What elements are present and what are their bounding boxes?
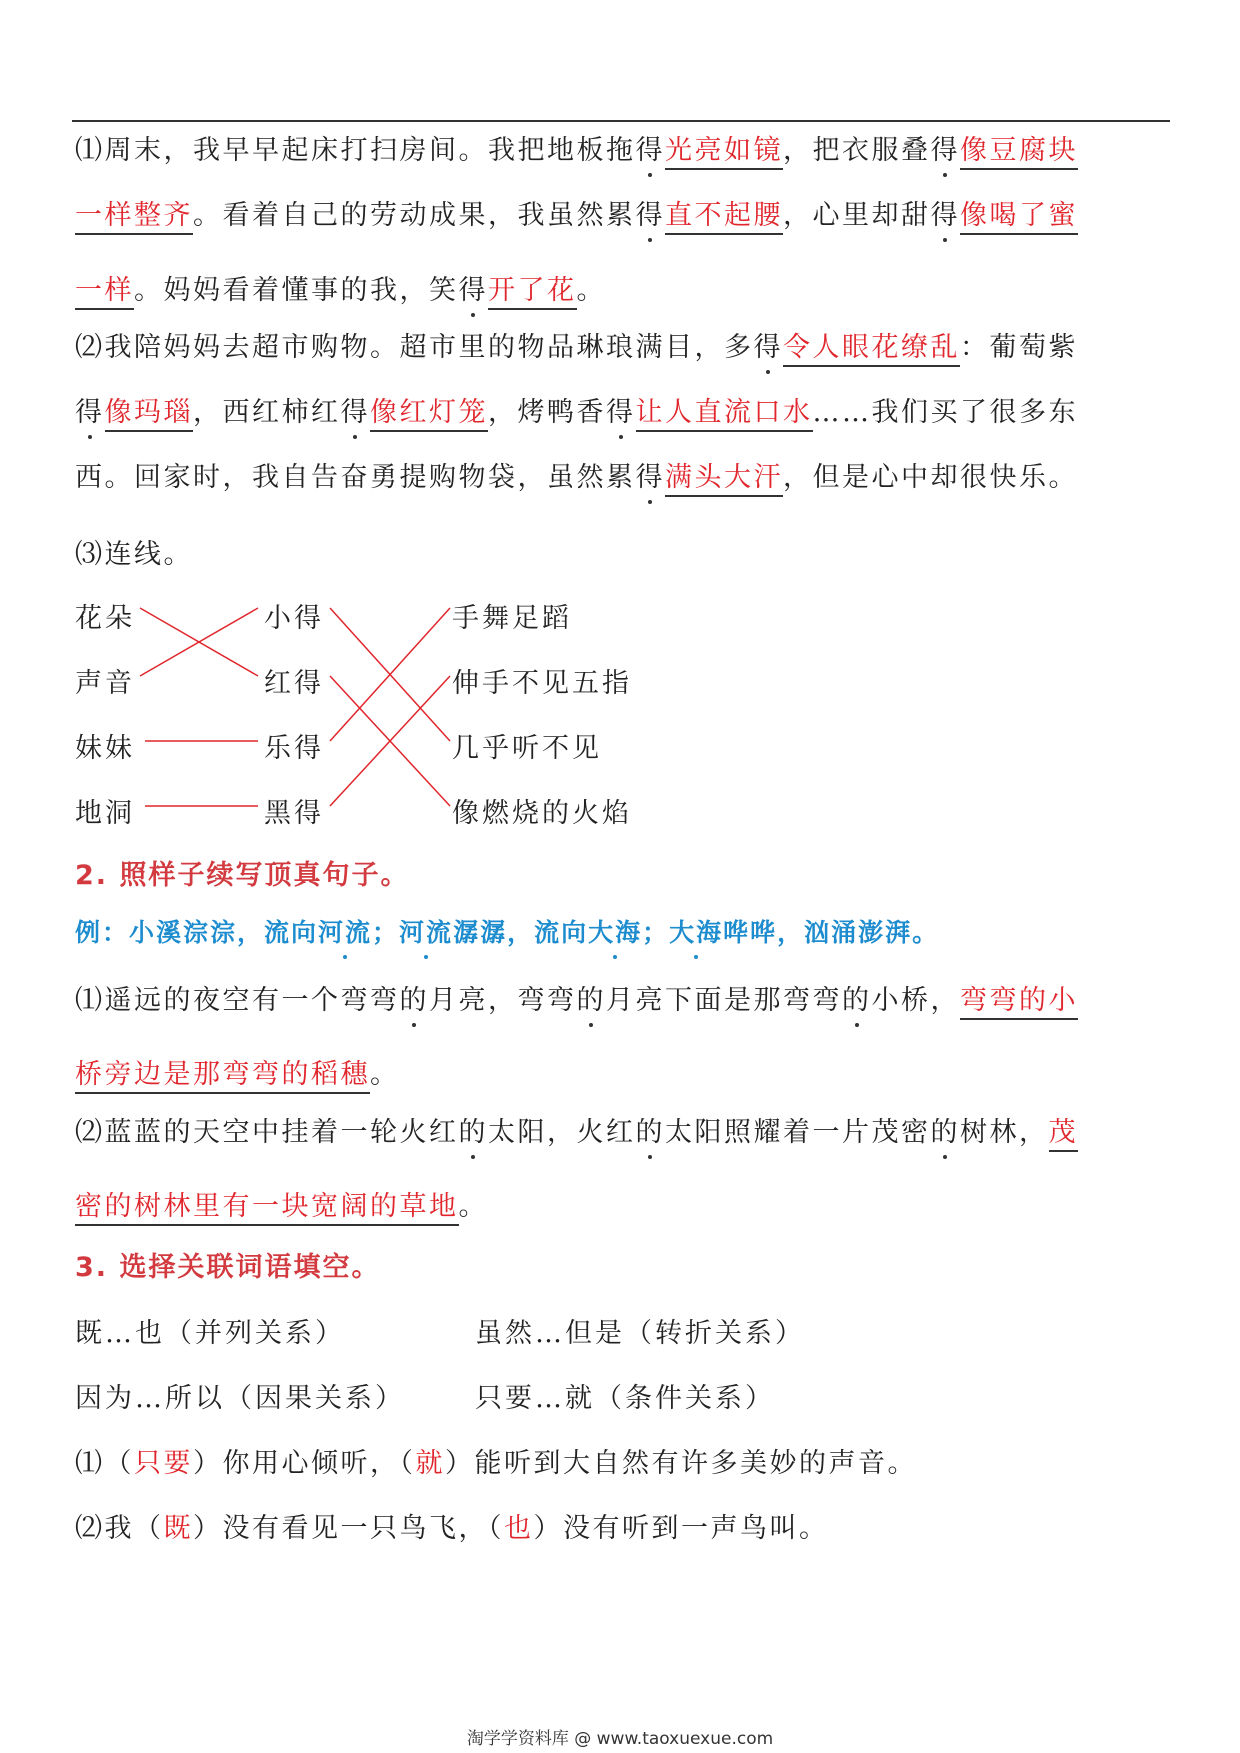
right-word: 手舞足蹈 <box>452 603 572 634</box>
q3-option: 虽然…但是（转折关系） <box>475 1318 805 1349</box>
emph-char: 得 <box>931 128 961 167</box>
text: ⑵我（ <box>75 1513 164 1544</box>
text: 例：小溪淙淙，流向 <box>75 918 319 947</box>
emph-text: 弯弯的小桥 <box>783 978 931 1017</box>
left-word: 声音 <box>75 668 135 699</box>
emph-text: 大海 <box>588 913 642 949</box>
q2-p2-line2 <box>75 1184 488 1223</box>
text: ， <box>547 1117 577 1148</box>
answer-text: 桥旁边是那弯弯的稻穗 <box>75 1059 370 1094</box>
answer-text: 像玛瑙 <box>105 397 194 432</box>
text: ）你用心倾听，（ <box>193 1448 416 1479</box>
emph-text: 火红的太阳 <box>400 1110 548 1149</box>
text: ⑴遥远的夜空有一个 <box>75 985 341 1016</box>
q2-heading: 2. 照样子续写顶真句子。 <box>75 860 410 891</box>
text: ； <box>372 918 400 947</box>
text: 。 <box>458 1191 488 1222</box>
text: ⑵蓝蓝的天空中挂着一轮 <box>75 1117 400 1148</box>
text: 潺潺，流向 <box>453 918 589 947</box>
emph-text: 弯弯的月亮 <box>341 978 489 1017</box>
q3-option: 因为…所以（因果关系） <box>75 1383 405 1414</box>
middle-word: 黑得 <box>264 798 324 829</box>
answer-text: 令人眼花缭乱 <box>783 332 960 367</box>
right-word: 像燃烧的火焰 <box>452 798 632 829</box>
answer-text: 弯弯的小 <box>960 985 1078 1020</box>
text: 哗哗，汹涌澎湃。 <box>723 918 940 947</box>
answer-text: 只要 <box>134 1448 193 1479</box>
emph-char: 得 <box>636 455 666 494</box>
q3-option: 只要…就（条件关系） <box>475 1383 775 1414</box>
emph-char: 得 <box>341 390 371 429</box>
answer-text: 光亮如镜 <box>665 135 783 170</box>
answer-text: 像喝了蜜 <box>960 200 1078 235</box>
emph-char: 得 <box>75 390 105 429</box>
answer-text: 满头大汗 <box>665 462 783 497</box>
answer-text: 也 <box>504 1513 534 1544</box>
emph-char: 得 <box>459 268 489 307</box>
middle-word: 小得 <box>264 603 324 634</box>
emph-text: 火红的太阳 <box>577 1110 725 1149</box>
emph-char: 得 <box>636 193 666 232</box>
answer-text: 既 <box>163 1513 193 1544</box>
q2-p1-line1 <box>75 978 1078 1017</box>
text: 。 <box>370 1059 400 1090</box>
text: 。 <box>576 275 606 306</box>
text: ，西红柿红 <box>193 397 341 428</box>
text: ，把衣服叠 <box>783 135 931 166</box>
answer-text: 一样整齐 <box>75 200 193 235</box>
right-word: 伸手不见五指 <box>452 668 632 699</box>
left-word: 妹妹 <box>75 733 135 764</box>
emph-text: 大海 <box>669 913 723 949</box>
text: ……我们买了很多东 <box>812 397 1078 428</box>
answer-text: 就 <box>415 1448 445 1479</box>
emph-text: 弯弯的月亮 <box>518 978 666 1017</box>
text: ⑴（ <box>75 1448 134 1479</box>
text: ）能听到大自然有许多美妙的声音。 <box>445 1448 917 1479</box>
answer-text: 茂 <box>1049 1117 1079 1152</box>
text: 照耀着一片 <box>724 1117 872 1148</box>
answer-text: 密的树林里有一块宽阔的草地 <box>75 1191 459 1226</box>
answer-text: 像豆腐块 <box>960 135 1078 170</box>
q1-p3-label: ⑶连线。 <box>75 539 193 570</box>
emph-char: 得 <box>606 390 636 429</box>
answer-text: 让人直流口水 <box>636 397 813 432</box>
q3-heading: 3. 选择关联词语填空。 <box>75 1252 381 1283</box>
emph-text: 茂密的树林 <box>872 1110 1020 1149</box>
q2-p1-line2 <box>75 1052 400 1091</box>
text: ）没有听到一声鸟叫。 <box>533 1513 829 1544</box>
left-word: 地洞 <box>75 798 135 829</box>
q2-p2-line1 <box>75 1110 1078 1149</box>
answer-text: 直不起腰 <box>665 200 783 235</box>
emph-char: 得 <box>636 128 666 167</box>
text: ⑴周末，我早早起床打扫房间。我把地板拖 <box>75 135 636 166</box>
emph-char: 得 <box>931 193 961 232</box>
text: ， <box>1019 1117 1049 1148</box>
q3-sentence-2 <box>75 1506 829 1545</box>
text: ， <box>930 985 960 1016</box>
q3-option: 既…也（并列关系） <box>75 1318 345 1349</box>
text: 下面是那 <box>665 985 783 1016</box>
left-word: 花朵 <box>75 603 135 634</box>
answer-text: 开了花 <box>488 275 577 310</box>
text: ，烤鸭香 <box>488 397 606 428</box>
emph-text: 河流 <box>399 913 453 949</box>
answer-text: 一样 <box>75 275 134 310</box>
q3-sentence-1 <box>75 1441 917 1480</box>
text: 。看着自己的劳动成果，我虽然累 <box>193 200 636 231</box>
text: ， <box>488 985 518 1016</box>
text: ，心里却甜 <box>783 200 931 231</box>
emph-char: 得 <box>754 325 784 364</box>
q2-example <box>75 913 939 949</box>
text: ⑵我陪妈妈去超市购物。超市里的物品琳琅满目，多 <box>75 332 754 363</box>
emph-text: 河流 <box>318 913 372 949</box>
answer-text: 像红灯笼 <box>370 397 488 432</box>
text: 西。回家时，我自告奋勇提购物袋，虽然累 <box>75 462 636 493</box>
right-word: 几乎听不见 <box>452 733 602 764</box>
text: 。妈妈看着懂事的我，笑 <box>134 275 459 306</box>
footer-watermark: 淘学学资料库 @ www.taoxuexue.com <box>466 1729 774 1749</box>
text: ； <box>642 918 670 947</box>
text: ：葡萄紫 <box>960 332 1078 363</box>
middle-word: 红得 <box>264 668 324 699</box>
middle-word: 乐得 <box>264 733 324 764</box>
text: ，但是心中却很快乐。 <box>783 462 1078 493</box>
text: ）没有看见一只鸟飞，（ <box>193 1513 504 1544</box>
